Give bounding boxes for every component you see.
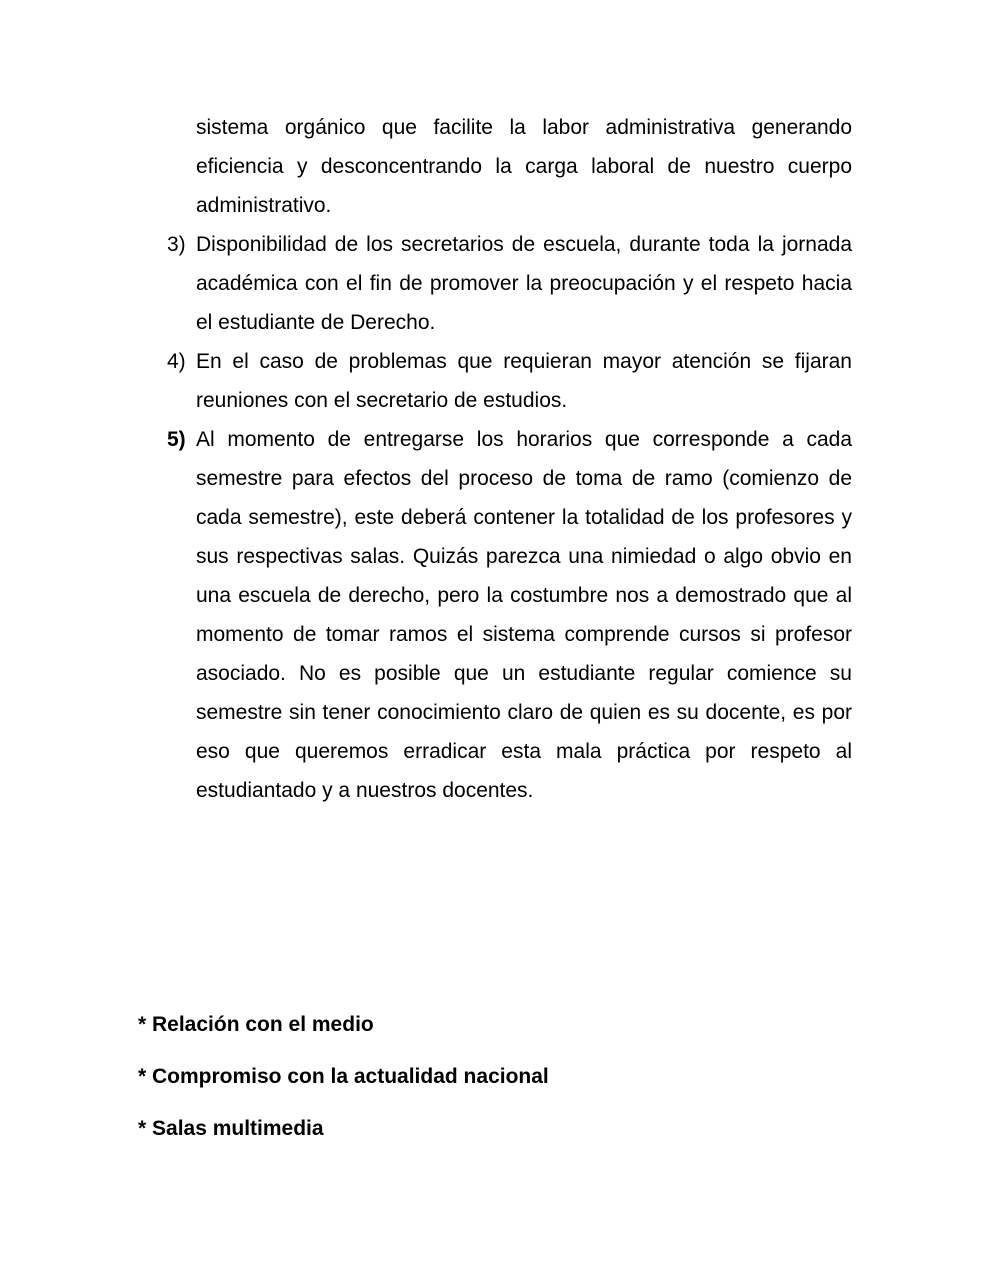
list-item-number: 4) [167,350,186,373]
section-heading-relacion: * Relación con el medio [138,1013,374,1036]
list-item-3 [160,225,852,342]
list-item-5 [160,420,852,810]
list-item-text: Al momento de entregarse los horarios que corresponde a cada semestre para efectos del proceso de toma de ramo (comienzo de cada semestre), este deberá contener la totalidad de los profesores y sus respectivas salas. Quizás parezca una nimiedad o algo obvio en una escuela de derecho, pero la costumbre nos a demostrado que al momento de tomar ramos el sistema comprende cursos si profesor asociado. No es posible que un estudiante regular comience su semestre sin tener conocimiento claro de quien es su docente, es por eso que queremos erradicar esta mala práctica por respeto al estudiantado y a nuestros docentes. [196,428,852,802]
list-item-number: 5) [167,428,186,451]
list-item-text: sistema orgánico que facilite la labor administrativa generando eficiencia y desconcentrando la carga laboral de nuestro cuerpo administrativo. [196,116,852,217]
section-heading-salas: * Salas multimedia [138,1117,324,1140]
list-item-text: Disponibilidad de los secretarios de escuela, durante toda la jornada académica con el fin de promover la preocupación y el respeto hacia el estudiante de Derecho. [196,233,852,334]
list-item-text: En el caso de problemas que requieran mayor atención se fijaran reuniones con el secretario de estudios. [196,350,852,412]
numbered-list [160,108,852,810]
list-item-4 [160,342,852,420]
list-item-continuation [160,108,852,225]
list-item-number: 3) [167,233,186,256]
section-heading-compromiso: * Compromiso con la actualidad nacional [138,1065,549,1088]
